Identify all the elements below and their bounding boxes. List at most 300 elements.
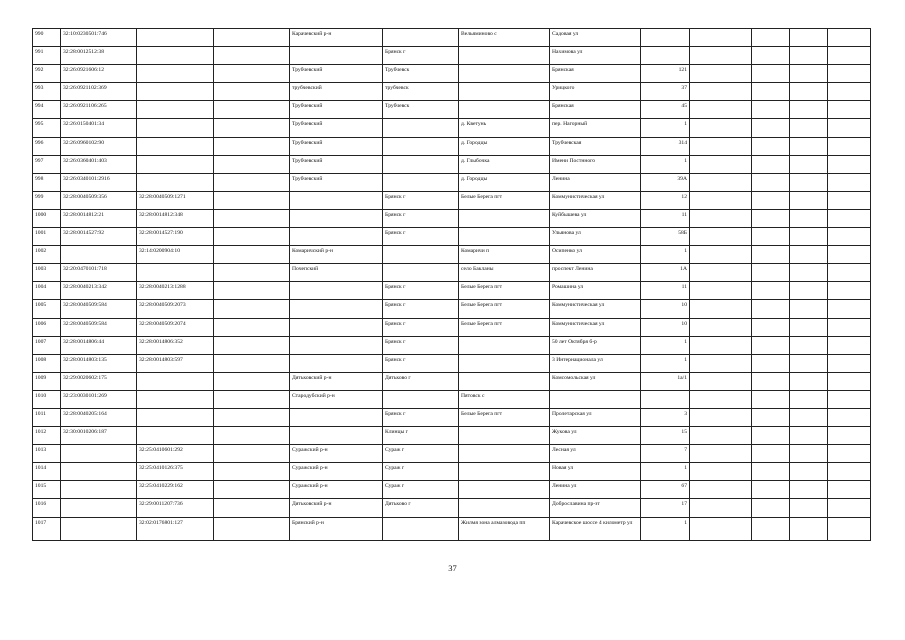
empty-cell xyxy=(752,354,790,372)
empty-cell xyxy=(828,47,871,65)
empty-cell xyxy=(828,209,871,227)
table-row xyxy=(33,336,871,354)
city-cell: Брянск г xyxy=(383,336,459,354)
cadastral-number-alt-cell: 32:02:0176801:127 xyxy=(137,517,214,540)
settlement-cell xyxy=(459,336,550,354)
table-row xyxy=(33,264,871,282)
empty-cell xyxy=(752,83,790,101)
empty-cell xyxy=(690,354,752,372)
empty-cell xyxy=(790,499,828,517)
empty-cell xyxy=(790,83,828,101)
cadastral-number-cell: 32:28:0014806:44 xyxy=(61,336,137,354)
street-cell: Ленина xyxy=(550,173,641,191)
cadastral-number-cell xyxy=(61,445,137,463)
district-cell: трубчевский xyxy=(290,83,383,101)
empty-cell xyxy=(790,282,828,300)
district-cell xyxy=(290,318,383,336)
street-cell: Куйбышева ул xyxy=(550,209,641,227)
street-cell: Комсомольская ул xyxy=(550,372,641,390)
extra-code-cell xyxy=(214,119,290,137)
street-cell: Осипенко ул xyxy=(550,246,641,264)
empty-cell xyxy=(752,318,790,336)
extra-code-cell xyxy=(214,372,290,390)
empty-cell xyxy=(790,300,828,318)
empty-cell xyxy=(690,119,752,137)
empty-cell xyxy=(752,427,790,445)
house-number-cell: 3 xyxy=(641,408,690,426)
house-number-cell: 1а/1 xyxy=(641,372,690,390)
empty-cell xyxy=(790,264,828,282)
house-number-cell: 11 xyxy=(641,209,690,227)
city-cell xyxy=(383,137,459,155)
cadastral-number-alt-cell: 32:28:0040509:1271 xyxy=(137,191,214,209)
row-number-cell: 1009 xyxy=(33,372,61,390)
table-row xyxy=(33,246,871,264)
district-cell xyxy=(290,408,383,426)
settlement-cell: д. Глыбочка xyxy=(459,155,550,173)
district-cell: Трубчевский xyxy=(290,137,383,155)
cadastral-number-alt-cell: 32:28:0014812:348 xyxy=(137,209,214,227)
city-cell: Сураж г xyxy=(383,463,459,481)
extra-code-cell xyxy=(214,282,290,300)
extra-code-cell xyxy=(214,427,290,445)
empty-cell xyxy=(690,427,752,445)
empty-cell xyxy=(828,354,871,372)
city-cell: Брянск г xyxy=(383,318,459,336)
city-cell: Сураж г xyxy=(383,481,459,499)
house-number-cell: 1 xyxy=(641,517,690,540)
table-row xyxy=(33,463,871,481)
settlement-cell xyxy=(459,499,550,517)
empty-cell xyxy=(690,209,752,227)
district-cell: Дятьковский р-н xyxy=(290,372,383,390)
empty-cell xyxy=(690,481,752,499)
empty-cell xyxy=(752,173,790,191)
empty-cell xyxy=(828,282,871,300)
extra-code-cell xyxy=(214,408,290,426)
row-number-cell: 998 xyxy=(33,173,61,191)
empty-cell xyxy=(752,29,790,47)
empty-cell xyxy=(790,336,828,354)
cadastral-number-alt-cell: 32:28:0014803:597 xyxy=(137,354,214,372)
empty-cell xyxy=(790,408,828,426)
cadastral-number-cell: 32:28:0014527:92 xyxy=(61,228,137,246)
district-cell: Брянский р-н xyxy=(290,517,383,540)
empty-cell xyxy=(828,408,871,426)
extra-code-cell xyxy=(214,83,290,101)
settlement-cell xyxy=(459,445,550,463)
street-cell: Лесная ул xyxy=(550,445,641,463)
row-number-cell: 1000 xyxy=(33,209,61,227)
empty-cell xyxy=(752,336,790,354)
street-cell: Имени Постнного xyxy=(550,155,641,173)
empty-cell xyxy=(790,481,828,499)
row-number-cell: 1016 xyxy=(33,499,61,517)
cadastral-number-cell: 32:26:0360401:403 xyxy=(61,155,137,173)
cadastral-number-alt-cell xyxy=(137,390,214,408)
table-row xyxy=(33,300,871,318)
house-number-cell: 12 xyxy=(641,191,690,209)
settlement-cell xyxy=(459,209,550,227)
cadastral-number-cell: 32:28:0014812:21 xyxy=(61,209,137,227)
cadastral-number-cell: 32:28:0040509:584 xyxy=(61,318,137,336)
empty-cell xyxy=(752,408,790,426)
row-number-cell: 1012 xyxy=(33,427,61,445)
row-number-cell: 1005 xyxy=(33,300,61,318)
empty-cell xyxy=(752,264,790,282)
district-cell: Трубчевский xyxy=(290,173,383,191)
cadastral-number-alt-cell xyxy=(137,372,214,390)
empty-cell xyxy=(828,318,871,336)
cadastral-number-alt-cell: 32:25:0410601:292 xyxy=(137,445,214,463)
extra-code-cell xyxy=(214,336,290,354)
street-cell: Трубчевская xyxy=(550,137,641,155)
extra-code-cell xyxy=(214,318,290,336)
empty-cell xyxy=(790,101,828,119)
row-number-cell: 996 xyxy=(33,137,61,155)
house-number-cell: 58Б xyxy=(641,228,690,246)
settlement-cell: Белые Берега пгт xyxy=(459,318,550,336)
cadastral-number-cell: 32:26:0921106:265 xyxy=(61,101,137,119)
house-number-cell: 11 xyxy=(641,282,690,300)
empty-cell xyxy=(790,318,828,336)
district-cell: Карачевский р-н xyxy=(290,29,383,47)
table-row xyxy=(33,137,871,155)
cadastral-number-cell xyxy=(61,463,137,481)
city-cell xyxy=(383,173,459,191)
cadastral-number-alt-cell: 32:25:0410229:162 xyxy=(137,481,214,499)
row-number-cell: 1008 xyxy=(33,354,61,372)
settlement-cell: Белые Берега пгт xyxy=(459,191,550,209)
street-cell: Ульянова ул xyxy=(550,228,641,246)
table-row xyxy=(33,282,871,300)
house-number-cell: 37 xyxy=(641,83,690,101)
cadastral-number-alt-cell: 32:28:0040509:2073 xyxy=(137,300,214,318)
row-number-cell: 993 xyxy=(33,83,61,101)
city-cell: Брянск г xyxy=(383,47,459,65)
empty-cell xyxy=(690,246,752,264)
settlement-cell xyxy=(459,228,550,246)
empty-cell xyxy=(790,29,828,47)
empty-cell xyxy=(828,173,871,191)
empty-cell xyxy=(690,336,752,354)
extra-code-cell xyxy=(214,155,290,173)
registry-table-body xyxy=(33,29,871,541)
settlement-cell: д. Городцы xyxy=(459,137,550,155)
cadastral-number-alt-cell: 32:28:0014806:352 xyxy=(137,336,214,354)
extra-code-cell xyxy=(214,499,290,517)
row-number-cell: 992 xyxy=(33,65,61,83)
house-number-cell: 1 xyxy=(641,119,690,137)
row-number-cell: 1014 xyxy=(33,463,61,481)
extra-code-cell xyxy=(214,209,290,227)
empty-cell xyxy=(828,264,871,282)
house-number-cell: 17 xyxy=(641,499,690,517)
house-number-cell xyxy=(641,47,690,65)
empty-cell xyxy=(690,318,752,336)
extra-code-cell xyxy=(214,354,290,372)
empty-cell xyxy=(828,101,871,119)
settlement-cell: д. Кветунь xyxy=(459,119,550,137)
street-cell: Доброславина пр-зт xyxy=(550,499,641,517)
row-number-cell: 1006 xyxy=(33,318,61,336)
cadastral-number-cell: 32:28:0014803:135 xyxy=(61,354,137,372)
city-cell: Клинцы г xyxy=(383,427,459,445)
empty-cell xyxy=(690,463,752,481)
empty-cell xyxy=(752,119,790,137)
empty-cell xyxy=(828,499,871,517)
empty-cell xyxy=(690,137,752,155)
cadastral-number-cell xyxy=(61,246,137,264)
house-number-cell: 7 xyxy=(641,445,690,463)
cadastral-number-alt-cell: 32:28:0014527:190 xyxy=(137,228,214,246)
empty-cell xyxy=(752,517,790,540)
extra-code-cell xyxy=(214,481,290,499)
house-number-cell: 314 xyxy=(641,137,690,155)
street-cell: Жукова ул xyxy=(550,427,641,445)
street-cell: Ромашина ул xyxy=(550,282,641,300)
row-number-cell: 1011 xyxy=(33,408,61,426)
table-row xyxy=(33,481,871,499)
extra-code-cell xyxy=(214,65,290,83)
row-number-cell: 1010 xyxy=(33,390,61,408)
street-cell: Ленина ул xyxy=(550,481,641,499)
city-cell: Брянск г xyxy=(383,354,459,372)
empty-cell xyxy=(690,300,752,318)
page-number: 37 xyxy=(448,563,457,573)
table-row xyxy=(33,408,871,426)
street-cell: пер. Нагорный xyxy=(550,119,641,137)
district-cell: Дятьковский р-н xyxy=(290,499,383,517)
empty-cell xyxy=(790,47,828,65)
empty-cell xyxy=(790,209,828,227)
extra-code-cell xyxy=(214,173,290,191)
row-number-cell: 995 xyxy=(33,119,61,137)
empty-cell xyxy=(828,228,871,246)
city-cell: Брянск г xyxy=(383,209,459,227)
empty-cell xyxy=(828,390,871,408)
empty-cell xyxy=(752,155,790,173)
row-number-cell: 1013 xyxy=(33,445,61,463)
street-cell: Коммунистическая ул xyxy=(550,300,641,318)
cadastral-number-cell xyxy=(61,481,137,499)
district-cell: Суражский р-н xyxy=(290,481,383,499)
street-cell: Коммунистическая ул xyxy=(550,318,641,336)
settlement-cell: Белые Берега пгт xyxy=(459,282,550,300)
district-cell xyxy=(290,209,383,227)
cadastral-number-alt-cell xyxy=(137,65,214,83)
district-cell xyxy=(290,300,383,318)
table-row xyxy=(33,228,871,246)
district-cell xyxy=(290,47,383,65)
empty-cell xyxy=(690,191,752,209)
empty-cell xyxy=(752,209,790,227)
empty-cell xyxy=(790,390,828,408)
empty-cell xyxy=(828,517,871,540)
settlement-cell: Комаричи п xyxy=(459,246,550,264)
settlement-cell xyxy=(459,101,550,119)
empty-cell xyxy=(828,372,871,390)
cadastral-number-cell: 32:20:0470101:718 xyxy=(61,264,137,282)
settlement-cell: Жилмя зона алмазовода пп xyxy=(459,517,550,540)
house-number-cell: 10 xyxy=(641,300,690,318)
settlement-cell xyxy=(459,83,550,101)
settlement-cell: Вельяминово с xyxy=(459,29,550,47)
city-cell: Брянск г xyxy=(383,228,459,246)
district-cell xyxy=(290,336,383,354)
empty-cell xyxy=(828,336,871,354)
empty-cell xyxy=(828,427,871,445)
empty-cell xyxy=(828,65,871,83)
empty-cell xyxy=(752,228,790,246)
cadastral-number-cell: 32:28:0012512:38 xyxy=(61,47,137,65)
district-cell: Трубчевский xyxy=(290,119,383,137)
house-number-cell: 39А xyxy=(641,173,690,191)
empty-cell xyxy=(790,119,828,137)
empty-cell xyxy=(828,445,871,463)
empty-cell xyxy=(790,354,828,372)
table-row xyxy=(33,29,871,47)
house-number-cell: 10 xyxy=(641,318,690,336)
row-number-cell: 994 xyxy=(33,101,61,119)
district-cell: Трубчевский xyxy=(290,65,383,83)
street-cell: Нахимова ул xyxy=(550,47,641,65)
cadastral-number-alt-cell xyxy=(137,408,214,426)
property-registry-table xyxy=(32,28,871,541)
table-row xyxy=(33,390,871,408)
empty-cell xyxy=(690,173,752,191)
row-number-cell: 997 xyxy=(33,155,61,173)
table-row xyxy=(33,173,871,191)
empty-cell xyxy=(690,445,752,463)
empty-cell xyxy=(828,83,871,101)
table-row xyxy=(33,354,871,372)
empty-cell xyxy=(690,228,752,246)
cadastral-number-cell xyxy=(61,499,137,517)
empty-cell xyxy=(690,499,752,517)
empty-cell xyxy=(690,155,752,173)
cadastral-number-cell: 32:26:0960102:90 xyxy=(61,137,137,155)
extra-code-cell xyxy=(214,101,290,119)
empty-cell xyxy=(790,463,828,481)
table-row xyxy=(33,445,871,463)
cadastral-number-cell: 32:23:0030101:269 xyxy=(61,390,137,408)
table-row xyxy=(33,372,871,390)
settlement-cell xyxy=(459,463,550,481)
empty-cell xyxy=(752,191,790,209)
city-cell xyxy=(383,246,459,264)
empty-cell xyxy=(752,390,790,408)
house-number-cell: 1 xyxy=(641,354,690,372)
empty-cell xyxy=(828,29,871,47)
extra-code-cell xyxy=(214,191,290,209)
settlement-cell xyxy=(459,427,550,445)
extra-code-cell xyxy=(214,517,290,540)
district-cell: Почепский xyxy=(290,264,383,282)
empty-cell xyxy=(752,65,790,83)
city-cell: Трубчевск xyxy=(383,65,459,83)
empty-cell xyxy=(790,65,828,83)
empty-cell xyxy=(790,445,828,463)
cadastral-number-cell: 32:29:0020602:175 xyxy=(61,372,137,390)
cadastral-number-alt-cell: 32:28:0040213:1288 xyxy=(137,282,214,300)
street-cell: Брянская xyxy=(550,101,641,119)
row-number-cell: 1015 xyxy=(33,481,61,499)
table-row xyxy=(33,499,871,517)
cadastral-number-alt-cell xyxy=(137,155,214,173)
table-row xyxy=(33,65,871,83)
city-cell: Сураж г xyxy=(383,445,459,463)
empty-cell xyxy=(790,191,828,209)
house-number-cell: 15 xyxy=(641,427,690,445)
table-row xyxy=(33,155,871,173)
house-number-cell: 1 xyxy=(641,246,690,264)
cadastral-number-cell: 32:26:0921102:369 xyxy=(61,83,137,101)
empty-cell xyxy=(828,155,871,173)
street-cell: Коммунистическая ул xyxy=(550,191,641,209)
empty-cell xyxy=(752,246,790,264)
cadastral-number-cell: 32:26:0340101:2916 xyxy=(61,173,137,191)
city-cell: Трубчевск xyxy=(383,101,459,119)
city-cell: Брянск г xyxy=(383,191,459,209)
extra-code-cell xyxy=(214,300,290,318)
empty-cell xyxy=(690,408,752,426)
cadastral-number-alt-cell xyxy=(137,101,214,119)
empty-cell xyxy=(752,499,790,517)
row-number-cell: 1002 xyxy=(33,246,61,264)
settlement-cell: Пятовск с xyxy=(459,390,550,408)
empty-cell xyxy=(752,481,790,499)
cadastral-number-cell xyxy=(61,517,137,540)
city-cell: Брянск г xyxy=(383,408,459,426)
settlement-cell xyxy=(459,481,550,499)
cadastral-number-alt-cell: 32:25:0410126:375 xyxy=(137,463,214,481)
empty-cell xyxy=(690,282,752,300)
city-cell xyxy=(383,155,459,173)
house-number-cell xyxy=(641,390,690,408)
house-number-cell xyxy=(641,29,690,47)
city-cell: Брянск г xyxy=(383,282,459,300)
extra-code-cell xyxy=(214,445,290,463)
street-cell: Пролетарская ул xyxy=(550,408,641,426)
empty-cell xyxy=(828,119,871,137)
cadastral-number-alt-cell xyxy=(137,47,214,65)
city-cell xyxy=(383,264,459,282)
cadastral-number-alt-cell: 32:29:0011207:736 xyxy=(137,499,214,517)
extra-code-cell xyxy=(214,29,290,47)
cadastral-number-cell: 32:26:0921606:12 xyxy=(61,65,137,83)
cadastral-number-cell: 32:30:0010206:187 xyxy=(61,427,137,445)
empty-cell xyxy=(790,173,828,191)
settlement-cell: Белые Берега пгт xyxy=(459,408,550,426)
district-cell: Суражский р-н xyxy=(290,445,383,463)
city-cell: Дятьково г xyxy=(383,499,459,517)
empty-cell xyxy=(690,83,752,101)
settlement-cell: Белые Берега пгт xyxy=(459,300,550,318)
settlement-cell: д. Городцы xyxy=(459,173,550,191)
street-cell: 50 лет Октября б-р xyxy=(550,336,641,354)
empty-cell xyxy=(690,372,752,390)
settlement-cell: село Бакланы xyxy=(459,264,550,282)
extra-code-cell xyxy=(214,264,290,282)
extra-code-cell xyxy=(214,390,290,408)
empty-cell xyxy=(790,427,828,445)
cadastral-number-alt-cell xyxy=(137,119,214,137)
city-cell xyxy=(383,517,459,540)
table-row xyxy=(33,83,871,101)
district-cell xyxy=(290,427,383,445)
empty-cell xyxy=(752,445,790,463)
